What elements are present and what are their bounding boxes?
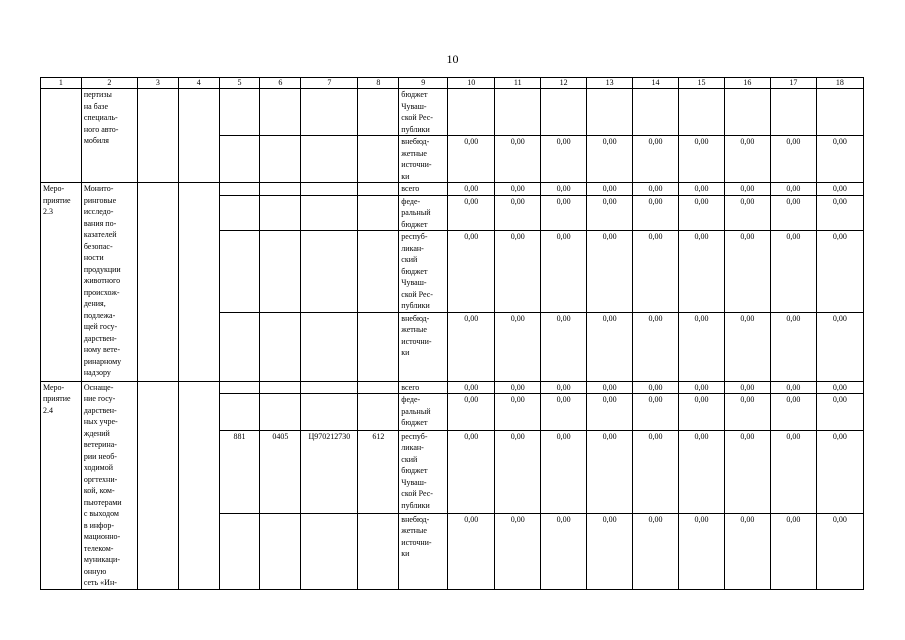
grbs-code-cell (219, 195, 260, 231)
year-value-cell: 0,00 (816, 381, 863, 394)
grbs-code-cell (219, 183, 260, 196)
column-number-14: 14 (633, 78, 679, 89)
section-code-cell (260, 312, 301, 381)
year-value-cell: 0,00 (633, 381, 679, 394)
column-number-5: 5 (219, 78, 260, 89)
year-value-cell: 0,00 (541, 231, 587, 313)
year-value-cell: 0,00 (679, 136, 725, 183)
year-value-cell (816, 89, 863, 136)
year-value-cell: 0,00 (495, 231, 541, 313)
column-number-11: 11 (495, 78, 541, 89)
year-value-cell: 0,00 (816, 183, 863, 196)
co-executor-cell (178, 381, 219, 589)
year-value-cell: 0,00 (633, 394, 679, 430)
year-value-cell: 0,00 (770, 183, 816, 196)
year-value-cell: 0,00 (587, 394, 633, 430)
year-value-cell (633, 89, 679, 136)
activity-code-cell (41, 89, 82, 183)
target-article-cell (301, 394, 358, 430)
year-value-cell: 0,00 (679, 394, 725, 430)
column-number-7: 7 (301, 78, 358, 89)
year-value-cell: 0,00 (541, 195, 587, 231)
year-value-cell: 0,00 (724, 312, 770, 381)
budget-table (40, 77, 864, 590)
activity-description-cell: пертизы на базе специаль- ного авто- мобиля (81, 89, 137, 183)
expense-type-cell (358, 312, 399, 381)
funding-source-cell: внебюд- жетные источни- ки (399, 136, 448, 183)
year-value-cell: 0,00 (448, 136, 495, 183)
column-number-6: 6 (260, 78, 301, 89)
year-value-cell: 0,00 (495, 430, 541, 513)
section-code-cell (260, 381, 301, 394)
column-number-15: 15 (679, 78, 725, 89)
co-executor-cell (178, 89, 219, 183)
target-article-cell (301, 513, 358, 589)
year-value-cell: 0,00 (541, 312, 587, 381)
grbs-code-cell (219, 231, 260, 313)
year-value-cell: 0,00 (770, 430, 816, 513)
column-number-18: 18 (816, 78, 863, 89)
year-value-cell: 0,00 (587, 195, 633, 231)
section-code-cell: 0405 (260, 430, 301, 513)
year-value-cell: 0,00 (770, 381, 816, 394)
year-value-cell: 0,00 (587, 136, 633, 183)
year-value-cell (448, 89, 495, 136)
header-row (41, 78, 864, 89)
year-value-cell: 0,00 (724, 430, 770, 513)
year-value-cell: 0,00 (724, 231, 770, 313)
section-code-cell (260, 231, 301, 313)
year-value-cell: 0,00 (816, 513, 863, 589)
year-value-cell: 0,00 (541, 513, 587, 589)
responsible-executor-cell (137, 89, 178, 183)
expense-type-cell (358, 231, 399, 313)
year-value-cell: 0,00 (633, 513, 679, 589)
year-value-cell (495, 89, 541, 136)
column-number-1: 1 (41, 78, 82, 89)
table-row (41, 183, 864, 196)
year-value-cell: 0,00 (724, 195, 770, 231)
year-value-cell: 0,00 (495, 394, 541, 430)
column-number-4: 4 (178, 78, 219, 89)
year-value-cell: 0,00 (495, 513, 541, 589)
column-number-16: 16 (724, 78, 770, 89)
year-value-cell: 0,00 (633, 136, 679, 183)
funding-source-cell: бюджет Чуваш- ской Рес- публики (399, 89, 448, 136)
funding-source-cell: респуб- ликан- ский бюджет Чуваш- ской Рес- публики (399, 430, 448, 513)
expense-type-cell (358, 183, 399, 196)
year-value-cell: 0,00 (448, 513, 495, 589)
responsible-executor-cell (137, 183, 178, 382)
section-code-cell (260, 89, 301, 136)
year-value-cell: 0,00 (495, 381, 541, 394)
column-number-9: 9 (399, 78, 448, 89)
year-value-cell (679, 89, 725, 136)
activity-description-cell: Оснаще- ние госу- дарствен- ных учре- ждений ветерина- рии необ- ходимой оргтехни- кой, ком- пьютерами с выходом в инфор- мационно- телеком- муникаци- онную сеть «Ин- (81, 381, 137, 589)
year-value-cell: 0,00 (679, 231, 725, 313)
year-value-cell: 0,00 (679, 430, 725, 513)
grbs-code-cell (219, 381, 260, 394)
target-article-cell (301, 312, 358, 381)
year-value-cell: 0,00 (633, 183, 679, 196)
year-value-cell: 0,00 (724, 183, 770, 196)
year-value-cell: 0,00 (495, 312, 541, 381)
year-value-cell: 0,00 (587, 312, 633, 381)
year-value-cell: 0,00 (724, 513, 770, 589)
section-code-cell (260, 183, 301, 196)
grbs-code-cell (219, 136, 260, 183)
responsible-executor-cell (137, 381, 178, 589)
funding-source-cell: феде- ральный бюджет (399, 394, 448, 430)
year-value-cell: 0,00 (816, 195, 863, 231)
year-value-cell: 0,00 (770, 136, 816, 183)
year-value-cell: 0,00 (816, 312, 863, 381)
year-value-cell: 0,00 (587, 183, 633, 196)
grbs-code-cell (219, 89, 260, 136)
year-value-cell: 0,00 (541, 136, 587, 183)
target-article-cell (301, 183, 358, 196)
section-code-cell (260, 195, 301, 231)
year-value-cell (724, 89, 770, 136)
year-value-cell (587, 89, 633, 136)
year-value-cell: 0,00 (495, 183, 541, 196)
year-value-cell: 0,00 (816, 136, 863, 183)
year-value-cell: 0,00 (633, 195, 679, 231)
activity-code-cell: Меро- приятие 2.3 (41, 183, 82, 382)
expense-type-cell (358, 89, 399, 136)
grbs-code-cell (219, 394, 260, 430)
year-value-cell: 0,00 (541, 183, 587, 196)
funding-source-cell: всего (399, 381, 448, 394)
target-article-cell (301, 231, 358, 313)
year-value-cell: 0,00 (587, 231, 633, 313)
expense-type-cell (358, 513, 399, 589)
column-number-13: 13 (587, 78, 633, 89)
year-value-cell: 0,00 (816, 430, 863, 513)
year-value-cell: 0,00 (816, 394, 863, 430)
year-value-cell: 0,00 (448, 231, 495, 313)
year-value-cell: 0,00 (633, 430, 679, 513)
expense-type-cell (358, 381, 399, 394)
column-number-2: 2 (81, 78, 137, 89)
page-number: 10 (446, 52, 459, 66)
section-code-cell (260, 513, 301, 589)
year-value-cell: 0,00 (541, 430, 587, 513)
year-value-cell (541, 89, 587, 136)
expense-type-cell: 612 (358, 430, 399, 513)
funding-source-cell: внебюд- жетные источни- ки (399, 312, 448, 381)
year-value-cell: 0,00 (816, 231, 863, 313)
target-article-cell (301, 195, 358, 231)
expense-type-cell (358, 136, 399, 183)
year-value-cell: 0,00 (770, 394, 816, 430)
target-article-cell (301, 89, 358, 136)
column-number-17: 17 (770, 78, 816, 89)
year-value-cell: 0,00 (495, 136, 541, 183)
year-value-cell: 0,00 (448, 195, 495, 231)
funding-source-cell: внебюд- жетные источни- ки (399, 513, 448, 589)
section-code-cell (260, 394, 301, 430)
year-value-cell: 0,00 (679, 513, 725, 589)
expense-type-cell (358, 195, 399, 231)
grbs-code-cell: 881 (219, 430, 260, 513)
target-article-cell (301, 381, 358, 394)
activity-description-cell: Монито- ринговые исследо- вания по- казателей безопас- ности продукции животного происхож- дения, подлежа- щей госу- дарствен- ному вете- ринарному надзору (81, 183, 137, 382)
column-number-8: 8 (358, 78, 399, 89)
year-value-cell: 0,00 (679, 381, 725, 394)
target-article-cell (301, 136, 358, 183)
year-value-cell: 0,00 (587, 381, 633, 394)
section-code-cell (260, 136, 301, 183)
year-value-cell: 0,00 (633, 312, 679, 381)
year-value-cell: 0,00 (679, 312, 725, 381)
column-number-12: 12 (541, 78, 587, 89)
funding-source-cell: респуб- ликан- ский бюджет Чуваш- ской Рес- публики (399, 231, 448, 313)
table-row (41, 381, 864, 394)
year-value-cell: 0,00 (448, 430, 495, 513)
year-value-cell: 0,00 (724, 394, 770, 430)
year-value-cell: 0,00 (448, 183, 495, 196)
year-value-cell: 0,00 (633, 231, 679, 313)
year-value-cell: 0,00 (679, 183, 725, 196)
funding-source-cell: феде- ральный бюджет (399, 195, 448, 231)
year-value-cell: 0,00 (679, 195, 725, 231)
expense-type-cell (358, 394, 399, 430)
year-value-cell: 0,00 (541, 381, 587, 394)
activity-code-cell: Меро- приятие 2.4 (41, 381, 82, 589)
year-value-cell: 0,00 (495, 195, 541, 231)
column-number-10: 10 (448, 78, 495, 89)
year-value-cell: 0,00 (448, 381, 495, 394)
year-value-cell: 0,00 (587, 430, 633, 513)
year-value-cell: 0,00 (770, 195, 816, 231)
year-value-cell: 0,00 (770, 231, 816, 313)
target-article-cell: Ц970212730 (301, 430, 358, 513)
year-value-cell: 0,00 (770, 513, 816, 589)
year-value-cell: 0,00 (448, 312, 495, 381)
year-value-cell: 0,00 (724, 381, 770, 394)
year-value-cell: 0,00 (587, 513, 633, 589)
funding-source-cell: всего (399, 183, 448, 196)
co-executor-cell (178, 183, 219, 382)
year-value-cell: 0,00 (770, 312, 816, 381)
table-row (41, 89, 864, 136)
column-number-3: 3 (137, 78, 178, 89)
grbs-code-cell (219, 513, 260, 589)
year-value-cell: 0,00 (724, 136, 770, 183)
year-value-cell (770, 89, 816, 136)
grbs-code-cell (219, 312, 260, 381)
year-value-cell: 0,00 (448, 394, 495, 430)
year-value-cell: 0,00 (541, 394, 587, 430)
